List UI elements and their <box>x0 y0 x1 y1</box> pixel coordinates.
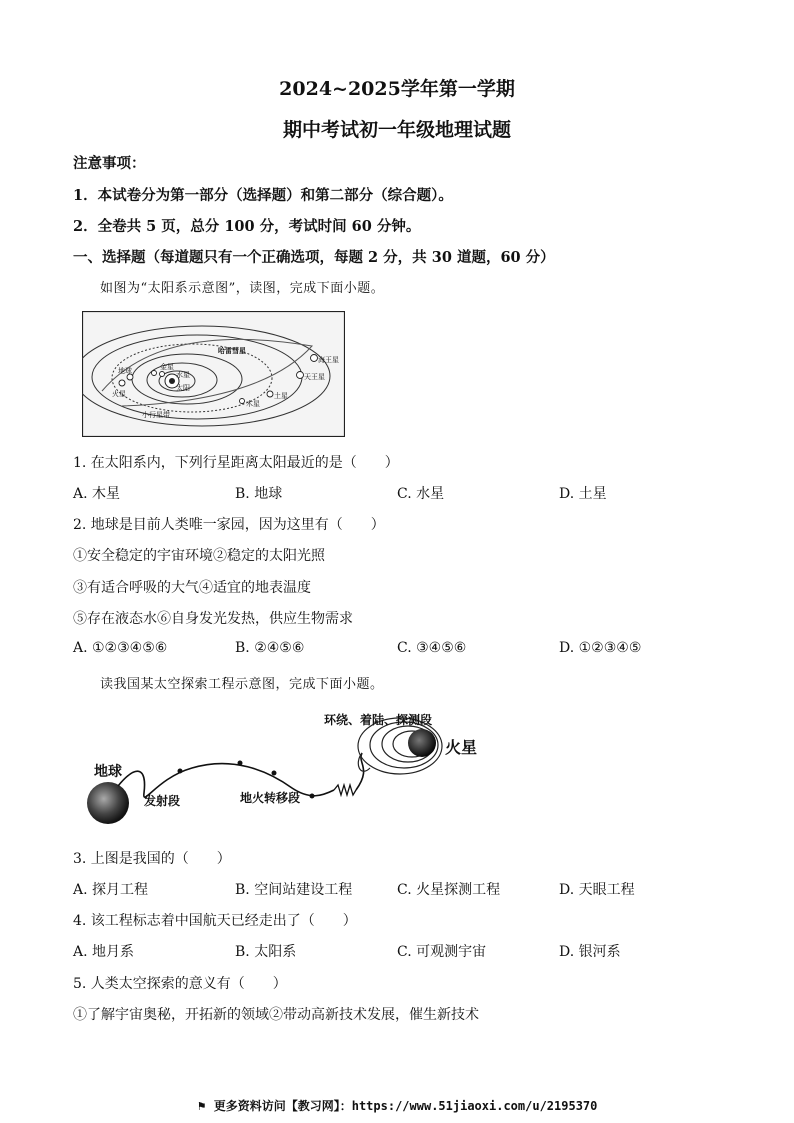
notes-item-1: 1．本试卷分为第一部分（选择题）和第二部分（综合题）。 <box>73 187 453 204</box>
question-3-stem: 3. 上图是我国的（ ） <box>73 851 231 867</box>
question-2-stem: 2. 地球是目前人类唯一家园，因为这里有（ ） <box>73 517 385 533</box>
question-4-stem: 4. 该工程标志着中国航天已经走出了（ ） <box>73 913 357 929</box>
q1-option-c[interactable]: C. 水星 <box>397 486 445 502</box>
q1-option-a[interactable]: A. 木星 <box>73 486 121 502</box>
earth-globe-icon <box>87 782 129 824</box>
label-comet: 哈雷彗星 <box>218 347 246 355</box>
q1-option-d[interactable]: D. 土星 <box>559 486 607 502</box>
label-jupiter: 木星 <box>246 400 260 408</box>
notes-heading: 注意事项： <box>73 155 146 172</box>
section-1-heading: 一、选择题（每道题只有一个正确选项，每题 2 分，共 30 道题，60 分） <box>73 249 555 266</box>
label-uranus: 天王星 <box>304 373 325 381</box>
label-saturn: 土星 <box>274 392 288 400</box>
label-mars-fig2: 火星 <box>445 738 478 757</box>
q3-option-b[interactable]: B. 空间站建设工程 <box>235 882 353 898</box>
footer-text[interactable]: 更多资料访问【教习网】：https://www.51jiaoxi.com/u/2195370 <box>213 1099 598 1113</box>
exam-title-line1: 2024~2025学年第一学期 <box>279 78 515 100</box>
mars-globe-icon <box>408 729 436 757</box>
q2-option-a[interactable]: A. ①②③④⑤⑥ <box>73 640 168 656</box>
q3-option-c[interactable]: C. 火星探测工程 <box>397 882 501 898</box>
label-sun: 太阳 <box>176 384 190 392</box>
notes-item-2: 2．全卷共 5 页，总分 100 分，考试时间 60 分钟。 <box>73 218 421 235</box>
label-earth-fig2: 地球 <box>94 764 122 780</box>
exam-title-line2: 期中考试初一年级地理试题 <box>282 119 511 141</box>
q1-option-b[interactable]: B. 地球 <box>235 486 283 502</box>
label-earth: 地球 <box>118 367 132 375</box>
q2-statement-line-2: ③有适合呼吸的大气④适宜的地表温度 <box>73 580 311 596</box>
q4-option-a[interactable]: A. 地月系 <box>73 944 135 960</box>
flag-icon: ⚑ <box>196 1100 207 1113</box>
label-mars: 火星 <box>112 390 126 398</box>
q3-option-d[interactable]: D. 天眼工程 <box>559 882 635 898</box>
label-asteroid-belt: 小行星带 <box>142 411 170 419</box>
footer-link[interactable] <box>0 1097 794 1114</box>
question-1-stem: 1. 在太阳系内，下列行星距离太阳最近的是（ ） <box>73 455 399 471</box>
q2-option-c[interactable]: C. ③④⑤⑥ <box>397 640 467 656</box>
q2-statement-line-1: ①安全稳定的宇宙环境②稳定的太阳光照 <box>73 548 325 564</box>
solar-system-diagram <box>82 311 345 437</box>
question-5-stem: 5. 人类太空探索的意义有（ ） <box>73 976 287 992</box>
q4-option-c[interactable]: C. 可观测宇宙 <box>397 944 487 960</box>
intro-space-project: 读我国某太空探索工程示意图，完成下面小题。 <box>100 677 384 692</box>
q2-option-b[interactable]: B. ②④⑤⑥ <box>235 640 305 656</box>
q2-option-d[interactable]: D. ①②③④⑤ <box>559 640 642 656</box>
label-launch-stage: 发射段 <box>144 794 181 808</box>
q2-statement-line-3: ⑤存在液态水⑥自身发光发热，供应生物需求 <box>73 611 353 627</box>
label-orbit-stage: 环绕、着陆、探测段 <box>324 713 433 727</box>
q4-option-b[interactable]: B. 太阳系 <box>235 944 297 960</box>
mars-exploration-diagram <box>82 708 492 836</box>
q4-option-d[interactable]: D. 银河系 <box>559 944 621 960</box>
label-transfer-stage: 地火转移段 <box>240 791 301 805</box>
intro-solar-system: 如图为“太阳系示意图”，读图，完成下面小题。 <box>100 281 385 296</box>
label-neptune: 海王星 <box>318 356 339 364</box>
label-venus: 金星 <box>160 363 174 371</box>
q5-statement-line-1: ①了解宇宙奥秘，开拓新的领域②带动高新技术发展，催生新技术 <box>73 1007 479 1023</box>
label-mercury: 水星 <box>176 371 190 379</box>
q3-option-a[interactable]: A. 探月工程 <box>73 882 149 898</box>
